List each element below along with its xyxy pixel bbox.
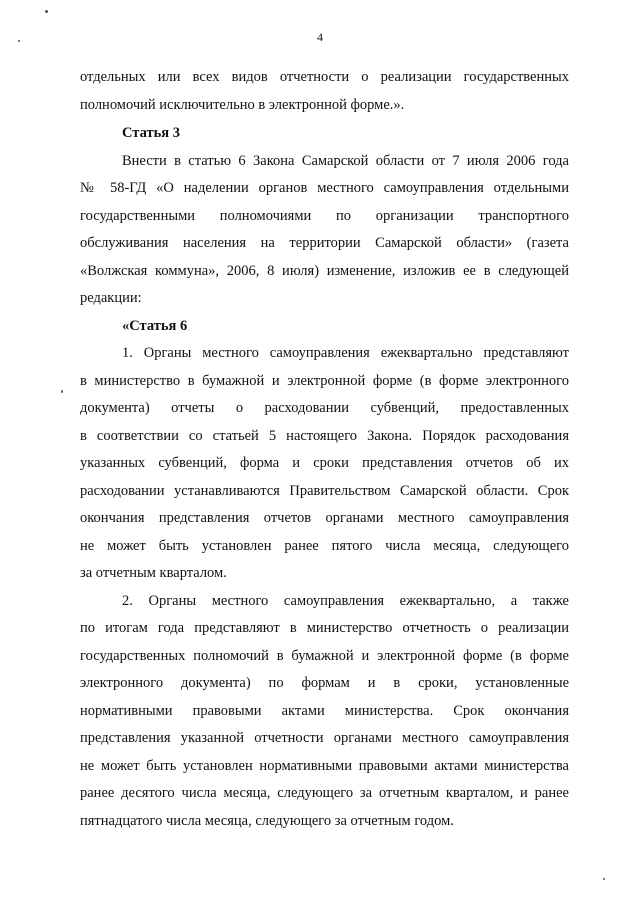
text-line: в соответствии со статьей 5 настоящего Закона. Порядок расходования [80, 428, 569, 444]
text-line: указанных субвенций, форма и сроки представления отчетов об их [80, 455, 569, 471]
text-line: в министерство в бумажной и электронной форме (в форме электронного [80, 373, 569, 389]
text-line: 1. Органы местного самоуправления ежеквартально представляют [122, 345, 569, 361]
text-line: не может быть установлен ранее пятого числа месяца, следующего [80, 538, 569, 554]
scan-speck [61, 390, 63, 393]
text-line: пятнадцатого числа месяца, следующего за отчетным годом. [80, 813, 454, 829]
article-heading: Статья 3 [122, 125, 180, 141]
text-line: по итогам года представляют в министерство отчетность о реализации [80, 620, 569, 636]
page-number: 4 [317, 30, 323, 44]
text-line: документа) отчеты о расходовании субвенций, предоставленных [80, 400, 569, 416]
text-line: «Волжская коммуна», 2006, 8 июля) изменение, изложив ее в следующей [80, 263, 569, 279]
text-line: 2. Органы местного самоуправления ежеквартально, а также [122, 593, 569, 609]
text-line: ранее десятого числа месяца, следующего за отчетным кварталом, и ранее [80, 785, 569, 801]
text-line: нормативными правовыми актами министерства. Срок окончания [80, 703, 569, 719]
article-heading: «Статья 6 [122, 318, 188, 334]
text-line: представления указанной отчетности органами местного самоуправления [80, 730, 569, 746]
text-line: государственными полномочиями по организации транспортного [80, 208, 569, 224]
text-line: расходовании устанавливаются Правительством Самарской области. Срок [80, 483, 569, 499]
text-line: электронного документа) по формам и в сроки, установленные [80, 675, 569, 691]
text-line: Внести в статью 6 Закона Самарской области от 7 июля 2006 года [122, 153, 569, 169]
scan-speck [603, 878, 605, 880]
text-line: отдельных или всех видов отчетности о реализации государственных [80, 69, 569, 85]
text-line: за отчетным кварталом. [80, 565, 227, 581]
text-line: редакции: [80, 290, 142, 306]
text-line: не может быть установлен нормативными правовыми актами министерства [80, 758, 569, 774]
text-line: государственных полномочий в бумажной и электронной форме (в форме [80, 648, 569, 664]
text-line: окончания представления отчетов органами местного самоуправления [80, 510, 569, 526]
text-line: № 58-ГД «О наделении органов местного самоуправления отдельными [80, 180, 569, 196]
text-line: полномочий исключительно в электронной форме.». [80, 97, 405, 113]
scan-speck [45, 10, 48, 13]
text-line: обслуживания населения на территории Самарской области» (газета [80, 235, 569, 251]
scan-speck [18, 40, 20, 42]
